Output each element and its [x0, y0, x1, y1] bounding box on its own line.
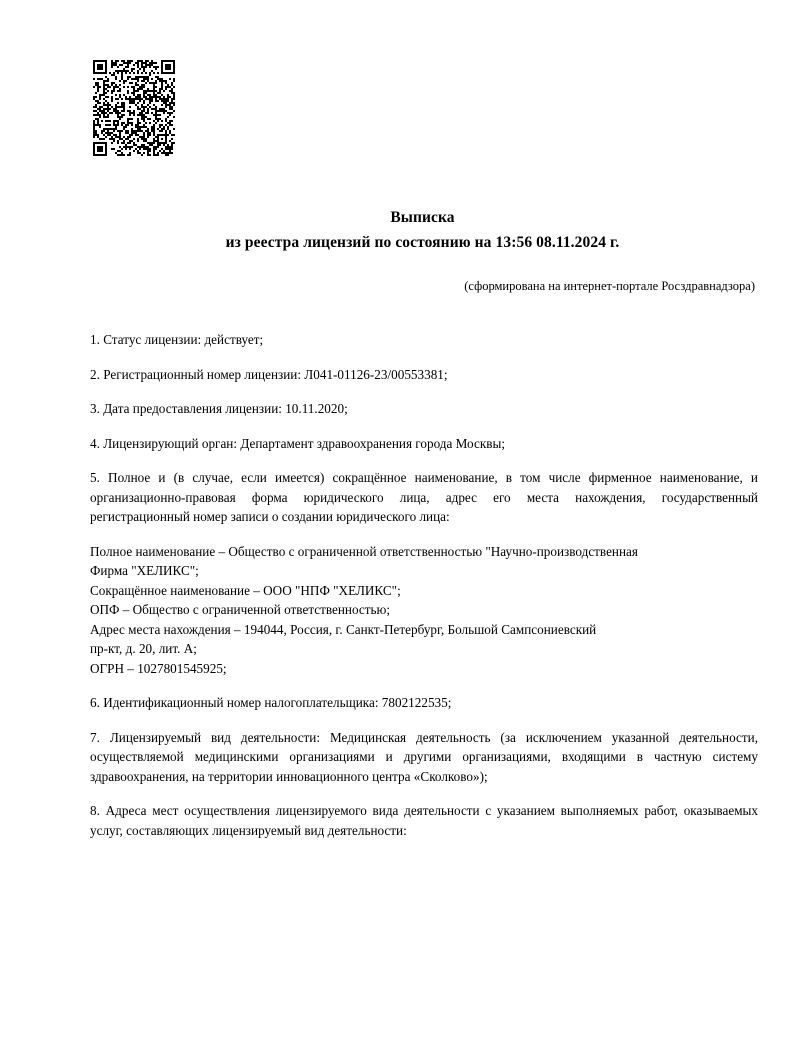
item-inn: 6. Идентификационный номер налогоплательщика: 7802122535; — [90, 695, 452, 710]
item-issue-date: 3. Дата предоставления лицензии: 10.11.2020; — [90, 401, 348, 416]
item-reg-number: 2. Регистрационный номер лицензии: Л041-01126-23/00553381; — [90, 366, 448, 382]
item-names-heading: 5. Полное и (в случае, если имеется) сокращённое наименование, в том числе фирменное наименование, и организационно-правовая форма юридического лица, адрес его места нахождения, государственный регистрационный номер записи о создании юридического лица: — [90, 470, 758, 524]
item-activity-type: 7. Лицензируемый вид деятельности: Медицинская деятельность (за исключением указанной деятельности, осуществляемой медицинскими организациями и другими организациями, входящими в частную систему здравоохранения, на территории инновационного центра «Сколково»); — [90, 729, 758, 784]
entity-line: Фирма "ХЕЛИКС"; — [90, 563, 199, 578]
item-status: 1. Статус лицензии: действует; — [90, 332, 264, 347]
entity-line: ОПФ – Общество с ограниченной ответственностью; — [90, 602, 391, 617]
entity-line: Полное наименование – Общество с ограниченной ответственностью "Научно-производственная — [90, 543, 638, 559]
qr-code-canvas — [93, 60, 175, 156]
entity-line: пр-кт, д. 20, лит. А; — [90, 641, 197, 656]
entity-details — [90, 542, 758, 679]
document-subtitle: (сформирована на интернет-портале Росздравнадзора) — [464, 279, 755, 293]
entity-line: Сокращённое наименование – ООО "НПФ "ХЕЛИКС"; — [90, 582, 401, 598]
title-line-1: Выписка — [390, 209, 455, 226]
entity-line: ОГРН – 1027801545925; — [90, 660, 227, 676]
item-addresses-heading: 8. Адреса мест осуществления лицензируемого вида деятельности с указанием выполняемых работ, оказываемых услуг, составляющих лицензируемый вид деятельности: — [90, 803, 758, 838]
document-body — [90, 330, 758, 855]
entity-line: Адрес места нахождения – 194044, Россия, г. Санкт-Петербург, Большой Сампсониевский — [90, 621, 597, 637]
document-title — [90, 205, 755, 255]
title-line-2: из реестра лицензий по состоянию на 13:56 08.11.2024 г. — [225, 234, 620, 251]
qr-code — [93, 60, 175, 156]
item-licensing-authority: 4. Лицензирующий орган: Департамент здравоохранения города Москвы; — [90, 435, 505, 451]
